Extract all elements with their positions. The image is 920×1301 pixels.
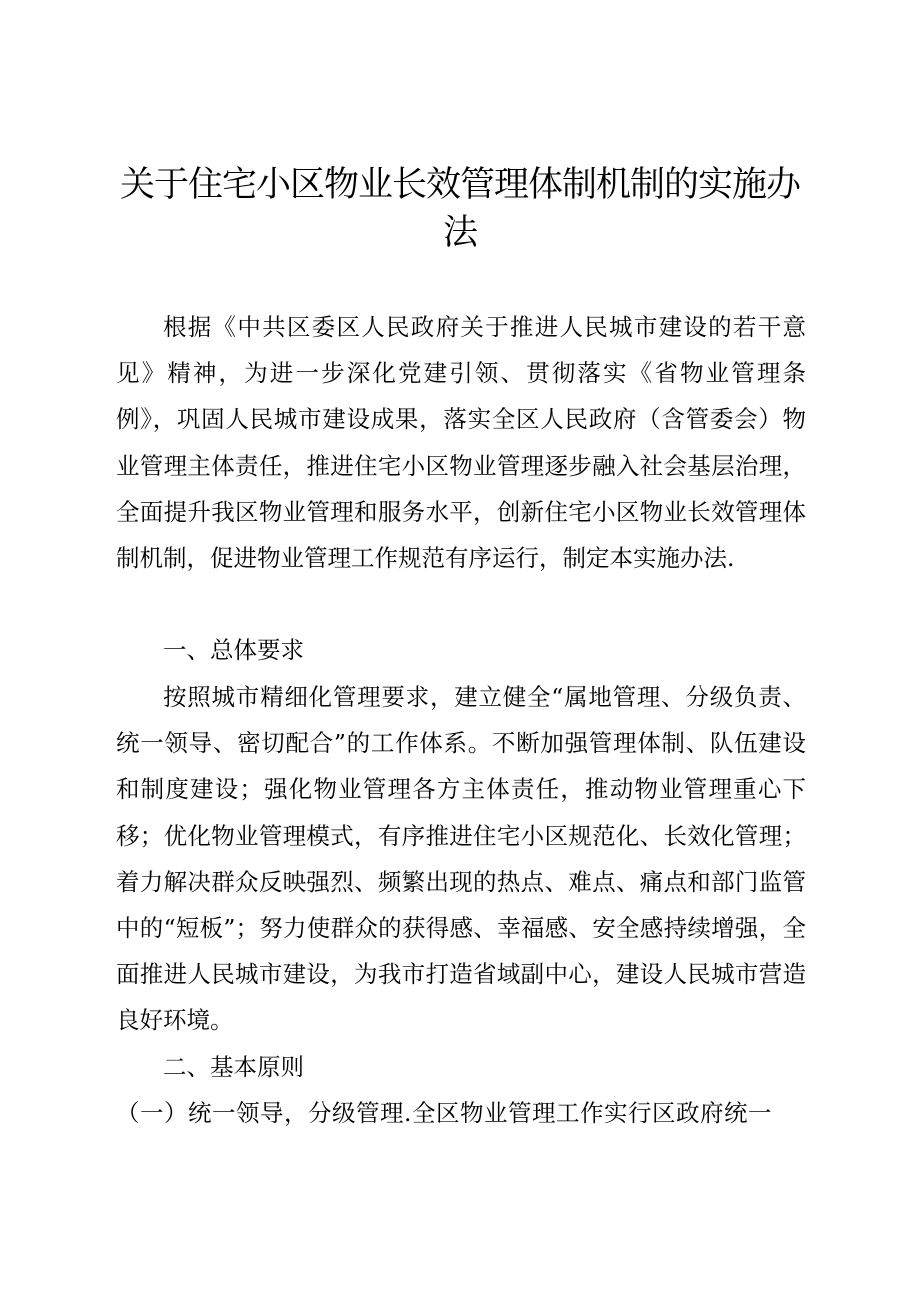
section-heading-general-requirements: 一、总体要求 xyxy=(163,636,304,664)
document-title-line-1: 关于住宅小区物业长效管理体制机制的实施办 xyxy=(120,165,801,205)
intro-paragraph: 根据《中共区委区人民政府关于推进人民城市建设的若干意见》精神，为进一步深化党建引领、贯彻落实《省物业管理条例》，巩固人民城市建设成果，落实全区人民政府（含管委会）物业管理主体责任，推进住宅小区物业管理逐步融入社会基层治理，全面提升我区物业管理和服务水平，创新住宅小区物业长效管理体制机制，促进物业管理工作规范有序运行，制定本实施办法. xyxy=(116,313,806,573)
section-heading-basic-principles: 二、基本原则 xyxy=(163,1053,304,1081)
document-title-line-2: 法 xyxy=(442,213,477,253)
basic-principles-paragraph: （一）统一领导，分级管理.全区物业管理工作实行区政府统一 xyxy=(116,1099,772,1127)
general-requirements-paragraph: 按照城市精细化管理要求，建立健全“属地管理、分级负责、统一领导、密切配合”的工作体系。不断加强管理体制、队伍建设和制度建设；强化物业管理各方主体责任，推动物业管理重心下移；优化物业管理模式，有序推进住宅小区规范化、长效化管理；着力解决群众反映强烈、频繁出现的热点、难点、痛点和部门监管中的“短板”；努力使群众的获得感、幸福感、安全感持续增强，全面推进人民城市建设，为我市打造省域副中心，建设人民城市营造良好环境。 xyxy=(116,683,806,1035)
